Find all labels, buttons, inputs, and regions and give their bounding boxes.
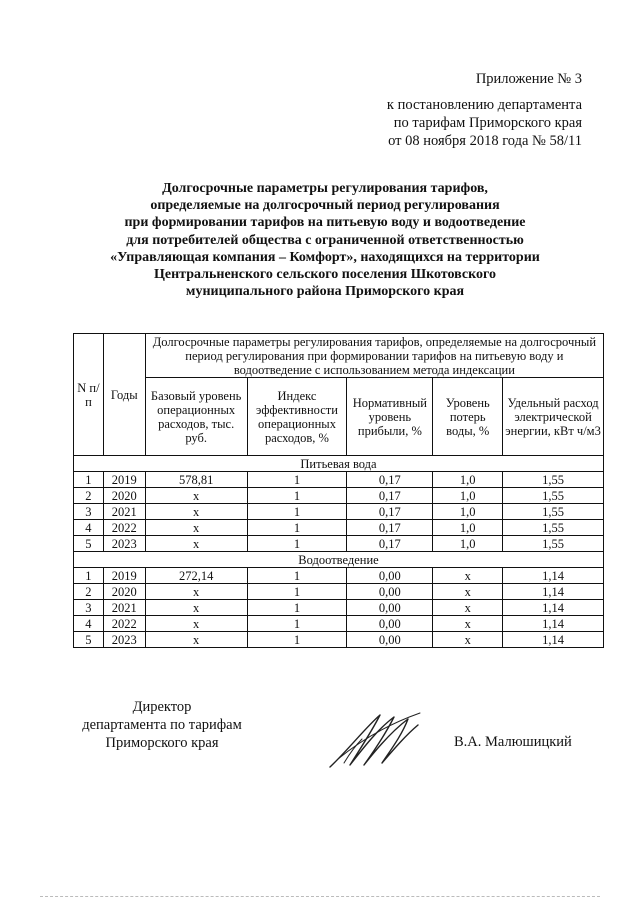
table-row xyxy=(74,568,604,584)
table-cell: х xyxy=(145,616,247,632)
table-cell: 2 xyxy=(74,584,104,600)
table-cell: 0,00 xyxy=(347,600,433,616)
title-line: при формировании тарифов на питьевую воду и водоотведение xyxy=(124,215,526,231)
table-cell: 2023 xyxy=(103,536,145,552)
signatory-name: В.А. Малюшицкий xyxy=(454,734,572,750)
table-row xyxy=(74,584,604,600)
table-cell: 1,0 xyxy=(433,504,503,520)
table-cell: 0,00 xyxy=(347,632,433,648)
table-cell: 0,00 xyxy=(347,584,433,600)
section-title: Питьевая вода xyxy=(74,456,604,472)
table-cell: 1,55 xyxy=(503,504,604,520)
table-cell: 1 xyxy=(74,472,104,488)
table-cell: 1,55 xyxy=(503,520,604,536)
table-cell: 2019 xyxy=(103,568,145,584)
appendix-reference-line: по тарифам Приморского края xyxy=(393,115,582,131)
table-cell: х xyxy=(433,632,503,648)
table-cell: 2022 xyxy=(103,520,145,536)
table-row xyxy=(74,600,604,616)
table-cell: х xyxy=(145,504,247,520)
page-edge-divider xyxy=(40,896,600,897)
table-cell: х xyxy=(145,520,247,536)
table-cell: 2021 xyxy=(103,600,145,616)
appendix-date-line: от 08 ноября 2018 года № 58/11 xyxy=(388,133,582,149)
signatory-position xyxy=(72,698,252,752)
table-cell: х xyxy=(433,616,503,632)
table-cell: 1 xyxy=(74,568,104,584)
table-row xyxy=(74,520,604,536)
table-cell: 4 xyxy=(74,520,104,536)
header-energy-consumption: Удельный расход электрической энергии, кВт ч/м3 xyxy=(503,378,604,456)
header-num: N п/п xyxy=(74,334,104,456)
table-cell: 0,17 xyxy=(347,488,433,504)
table-cell: 272,14 xyxy=(145,568,247,584)
table-cell: 1 xyxy=(247,488,347,504)
table-cell: 578,81 xyxy=(145,472,247,488)
position-line: департамента по тарифам xyxy=(82,717,242,733)
title-line: Центральненского сельского поселения Шкотовского xyxy=(154,267,496,283)
table-row xyxy=(74,504,604,520)
title-line: «Управляющая компания – Комфорт», находящихся на территории xyxy=(110,249,540,265)
table-cell: 3 xyxy=(74,600,104,616)
section-title: Водоотведение xyxy=(74,552,604,568)
table-cell: 0,17 xyxy=(347,472,433,488)
table-cell: 1,0 xyxy=(433,472,503,488)
table-cell: 0,17 xyxy=(347,536,433,552)
table-cell: 4 xyxy=(74,616,104,632)
header-years: Годы xyxy=(103,334,145,456)
table-cell: 2 xyxy=(74,488,104,504)
table-cell: 0,00 xyxy=(347,568,433,584)
title-line: Долгосрочные параметры регулирования тарифов, xyxy=(162,181,488,196)
table-cell: х xyxy=(145,632,247,648)
title-line: определяемые на долгосрочный период регулирования xyxy=(150,198,500,214)
table-cell: 1,14 xyxy=(503,632,604,648)
table-cell: 1,14 xyxy=(503,584,604,600)
appendix-reference-line: к постановлению департамента xyxy=(386,97,582,113)
table-cell: 1,14 xyxy=(503,568,604,584)
table-row xyxy=(74,472,604,488)
table-cell: 0,17 xyxy=(347,520,433,536)
table-row xyxy=(74,536,604,552)
table-cell: 1 xyxy=(247,632,347,648)
header-profit-level: Нормативный уровень прибыли, % xyxy=(347,378,433,456)
section-row xyxy=(74,456,604,472)
appendix-title: Приложение № 3 xyxy=(475,71,582,87)
table-cell: х xyxy=(145,600,247,616)
table-cell: 0,17 xyxy=(347,504,433,520)
table-cell: х xyxy=(145,584,247,600)
table-cell: 1,55 xyxy=(503,536,604,552)
table-cell: 1 xyxy=(247,536,347,552)
position-line: Директор xyxy=(132,699,192,715)
table-cell: 1 xyxy=(247,600,347,616)
title-line: муниципального района Приморского края xyxy=(185,284,465,300)
table-cell: 1,0 xyxy=(433,488,503,504)
handwritten-signature xyxy=(320,705,430,775)
table-cell: 1,14 xyxy=(503,616,604,632)
table-row xyxy=(74,488,604,504)
table-cell: х xyxy=(433,600,503,616)
table-cell: 1,55 xyxy=(503,488,604,504)
section-row xyxy=(74,552,604,568)
table-cell: 1,55 xyxy=(503,472,604,488)
table-cell: 1 xyxy=(247,504,347,520)
table-cell: 2022 xyxy=(103,616,145,632)
table-cell: х xyxy=(145,488,247,504)
table-cell: 1 xyxy=(247,616,347,632)
table-cell: 1 xyxy=(247,520,347,536)
table-cell: 5 xyxy=(74,632,104,648)
table-cell: 2019 xyxy=(103,472,145,488)
position-line: Приморского края xyxy=(105,735,219,751)
table-cell: х xyxy=(433,568,503,584)
title-line: для потребителей общества с ограниченной ответственностью xyxy=(126,232,524,248)
table-cell: 1,0 xyxy=(433,520,503,536)
table-cell: 1,0 xyxy=(433,536,503,552)
header-base-costs: Базовый уровень операционных расходов, тыс. руб. xyxy=(145,378,247,456)
table-body xyxy=(74,456,604,648)
table-cell: 0,00 xyxy=(347,616,433,632)
table-cell: 2023 xyxy=(103,632,145,648)
header-efficiency-index: Индекс эффективности операционных расходов, % xyxy=(247,378,347,456)
table-cell: х xyxy=(145,536,247,552)
table-cell: 2020 xyxy=(103,488,145,504)
header-water-losses: Уровень потерь воды, % xyxy=(433,378,503,456)
document-title xyxy=(60,180,590,300)
table-cell: 1 xyxy=(247,568,347,584)
table-cell: 2021 xyxy=(103,504,145,520)
table-cell: 1 xyxy=(247,472,347,488)
table-cell: 3 xyxy=(74,504,104,520)
table-cell: 1,14 xyxy=(503,600,604,616)
table-row xyxy=(74,616,604,632)
table-cell: 5 xyxy=(74,536,104,552)
table-row xyxy=(74,632,604,648)
header-parameters-group: Долгосрочные параметры регулирования тарифов, определяемые на долгосрочный период регулирования при формировании тарифов на питьевую воду и водоотведение с использованием метода индексации xyxy=(145,334,603,378)
tariff-parameters-table xyxy=(73,333,604,648)
table-cell: 2020 xyxy=(103,584,145,600)
table-cell: 1 xyxy=(247,584,347,600)
table-cell: х xyxy=(433,584,503,600)
